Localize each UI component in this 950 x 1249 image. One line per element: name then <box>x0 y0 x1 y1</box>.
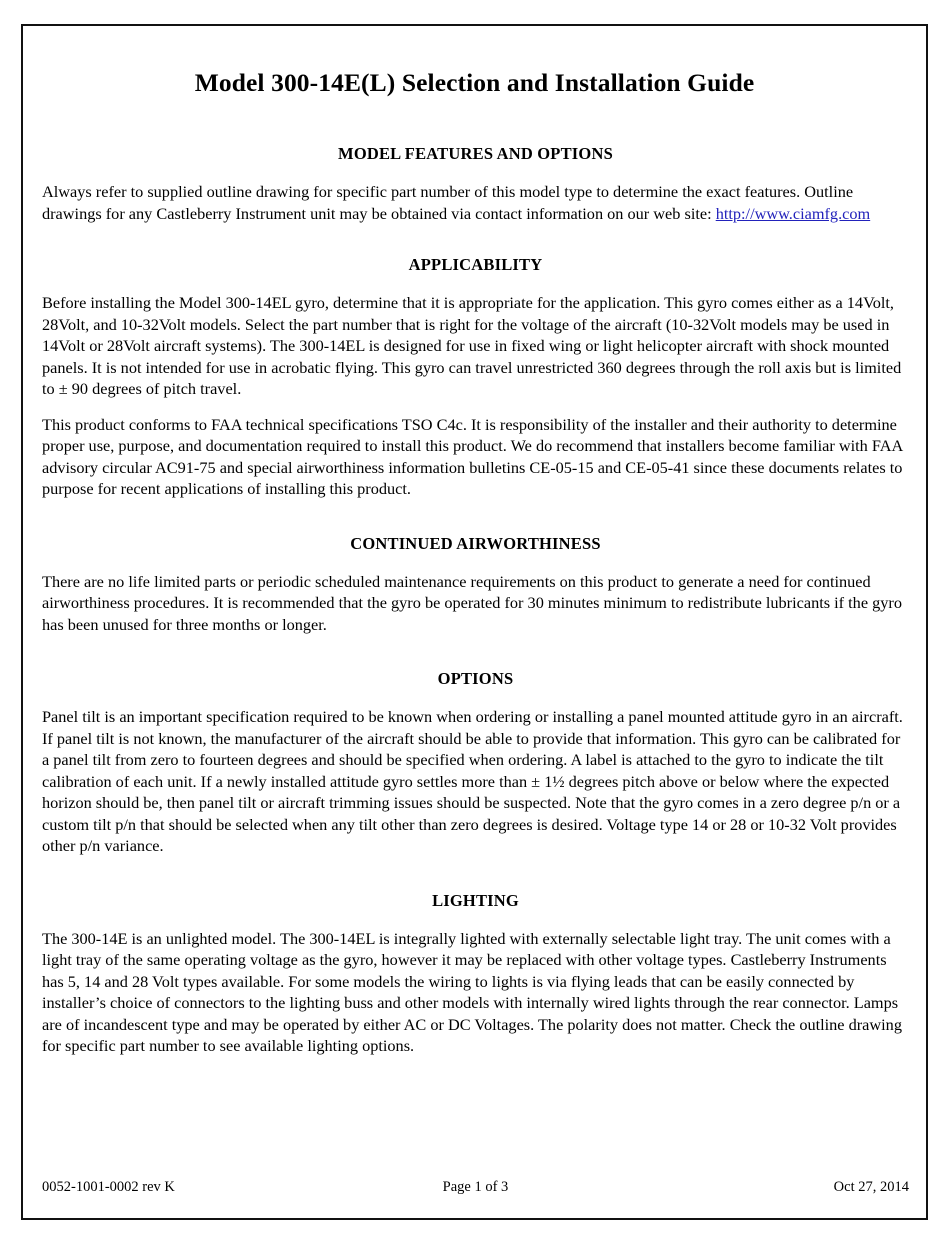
spacer <box>42 164 909 181</box>
ciamfg-website-link[interactable]: http://www.ciamfg.com <box>715 203 871 223</box>
spacer <box>42 689 909 706</box>
spacer <box>42 554 909 571</box>
spacer <box>42 635 909 669</box>
paragraph-applicability-1: Before installing the Model 300-14EL gyro, determine that it is appropriate for the application. This gyro comes either as a 14Volt, 28Volt, and 10-32Volt models. Select the part number that is right for the voltage of the aircraft (10-32Volt models may be used in 14Volt or 28Volt aircraft systems). The 300-14EL is designed for use in fixed wing or light helicopter aircraft with shock mounted panels. It is not intended for use in acrobatic flying. This gyro can travel unrestricted 360 degrees through the roll axis but is limited to ± 90 degrees of pitch travel. <box>42 293 902 398</box>
footer-date: Oct 27, 2014 <box>833 1179 909 1195</box>
paragraph-applicability-2: This product conforms to FAA technical specifications TSO C4c. It is responsibility of the installer and their authority to determine proper use, purpose, and documentation required to install this product. We do recommend that installers become familiar with FAA advisory circular AC91-75 and special airworthiness information bulletins CE-05-15 and CE-05-41 since these documents relates to purpose for recent applications of installing this product. <box>42 414 903 498</box>
section-heading-continued-airworthiness: CONTINUED AIRWORTHINESS <box>350 533 601 553</box>
spacer <box>42 400 909 414</box>
paragraph-model-features-text: Always refer to supplied outline drawing for specific part number of this model type to determine the exact features. Outline drawings for any Castleberry Instrument unit may be obtained via contact information on our web site: <box>42 182 854 223</box>
paragraph-lighting: The 300-14E is an unlighted model. The 300-14EL is integrally lighted with externally selectable light tray. The unit comes with a light tray of the same operating voltage as the gyro, however it may be replaced with other voltage types. Castleberry Instruments has 5, 14 and 28 Volt types available. For some models the wiring to lights is via flying leads that can be easily connected by installer’s choice of connectors to the lighting buss and other models with internally wired lights through the rear connector. Lamps are of incandescent type and may be operated by either AC or DC Voltages. The polarity does not matter. Check the outline drawing for specific part number to see available lighting options. <box>42 928 902 1055</box>
page-footer <box>42 1179 909 1196</box>
section-heading-model-features: MODEL FEATURES AND OPTIONS <box>338 144 613 163</box>
section-heading-options: OPTIONS <box>437 669 514 688</box>
spacer <box>42 911 909 928</box>
section-heading-lighting: LIGHTING <box>432 890 519 910</box>
footer-document-number: 0052-1001-0002 rev K <box>42 1179 175 1195</box>
paragraph-model-features <box>42 181 909 224</box>
spacer <box>42 857 909 891</box>
section-heading-applicability: APPLICABILITY <box>408 255 543 274</box>
paragraph-continued-airworthiness: There are no life limited parts or periodic scheduled maintenance requirements on this product to generate a need for continued airworthiness procedures. It is recommended that the gyro be operated for 30 minutes minimum to redistribute lubricants if the gyro has been unused for three months or longer. <box>42 571 902 634</box>
page-inner <box>23 26 926 1218</box>
spacer <box>42 224 909 255</box>
spacer <box>42 275 909 292</box>
spacer <box>42 500 909 534</box>
footer-page-indicator: Page 1 of 3 <box>442 1179 509 1195</box>
document-body <box>42 144 909 1057</box>
page-title: Model 300-14E(L) Selection and Installation Guide <box>194 68 755 98</box>
paragraph-options: Panel tilt is an important specification required to be known when ordering or installing a panel mounted attitude gyro in an aircraft. If panel tilt is not known, the manufacturer of the aircraft should be able to provide that information. This gyro can be calibrated for a panel tilt from zero to fourteen degrees and should be specified when ordering. A label is attached to the gyro to indicate the tilt calibration of each unit. If a newly installed attitude gyro settles more than ± 1½ degrees pitch above or below where the expected horizon should be, then panel tilt or aircraft trimming issues should be suspected. Note that the gyro comes in a zero degree p/n or a custom tilt p/n that should be selected when any tilt other than zero degrees is desired. Voltage type 14 or 28 or 10-32 Volt provides other p/n variance. <box>42 707 903 855</box>
page-border-frame <box>21 24 928 1220</box>
